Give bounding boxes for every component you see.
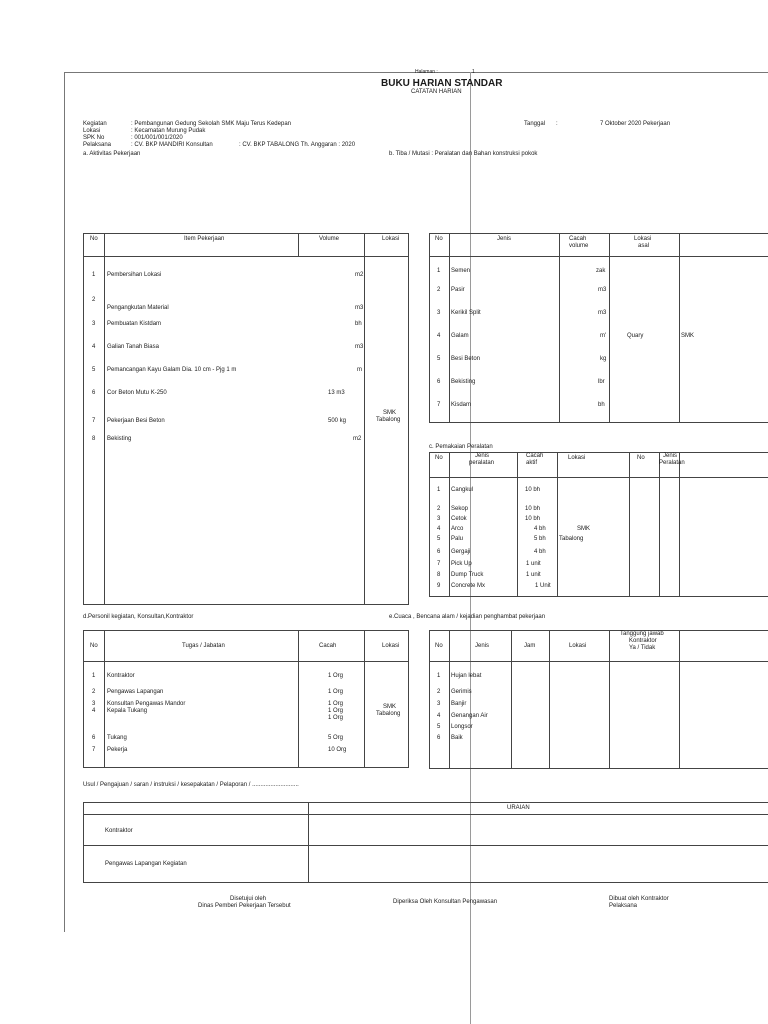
row-no: 8 — [437, 572, 441, 578]
row-jenis: Gerimis — [451, 689, 472, 695]
table-e-header-tanggung: Tanggung jawab — [620, 631, 664, 637]
uraian-pengawas: Pengawas Lapangan Kegiatan — [105, 861, 187, 867]
spk-value: : 001/001/001/2020 — [131, 135, 183, 141]
sign-middle: Diperiksa Oleh Konsultan Pengawasan — [393, 899, 498, 905]
row-unit: kg — [600, 356, 607, 362]
table-e-bottom — [429, 768, 768, 769]
table-d-col2 — [298, 630, 299, 768]
sign-left-1: Disetujui oleh — [230, 896, 267, 902]
table-b-header-volume: volume — [569, 243, 589, 249]
table-personil — [83, 630, 409, 768]
uraian-header: URAIAN — [507, 805, 530, 811]
row-no: 4 — [437, 713, 441, 719]
row-unit: m2 — [355, 272, 364, 278]
table-c-col5 — [659, 452, 660, 596]
halaman-value: 1 — [472, 69, 475, 75]
uraian-col — [308, 802, 309, 882]
table-e-header-no: No — [435, 643, 443, 649]
row-no: 4 — [92, 344, 96, 350]
row-cacah: 1 Org — [328, 708, 344, 714]
row-no: 7 — [92, 418, 96, 424]
row-unit: m3 — [598, 287, 607, 293]
row-no: 4 — [92, 708, 96, 714]
halaman-label: Halaman : — [415, 69, 438, 75]
row-tugas: Konsultan Pengawas Mandor — [107, 701, 186, 707]
table-a-header-volume: Volume — [319, 236, 340, 242]
row-item: Pembuatan Kistdam — [107, 321, 162, 327]
row-cacah: 1 Org — [328, 715, 344, 721]
row-volume: 13 m3 — [328, 390, 345, 396]
row-cacah: 1 Unit — [535, 583, 551, 589]
table-c-lokasi-2: Tabalong — [559, 536, 584, 542]
row-unit: m2 — [353, 436, 362, 442]
lokasi-label: Lokasi — [83, 128, 101, 134]
row-cacah: 1 Org — [328, 701, 344, 707]
row-jenis: Bekisting — [451, 379, 476, 385]
row-cacah: 1 unit — [526, 572, 541, 578]
table-a-header-item: Item Pekerjaan — [184, 236, 225, 242]
row-jenis: Pick Up — [451, 561, 472, 567]
table-b-col2 — [559, 233, 560, 422]
row-no: 6 — [92, 735, 96, 741]
table-b-header-cacah: Cacah — [569, 236, 587, 242]
table-c-col4 — [629, 452, 630, 596]
table-b-header-asal: asal — [638, 243, 650, 249]
row-tugas: Kontraktor — [107, 673, 135, 679]
table-a-col3 — [364, 233, 365, 605]
row-jenis: Kerikil Split — [451, 310, 481, 316]
uraian-kontraktor: Kontraktor — [105, 828, 133, 834]
sign-right-2: Pelaksana — [609, 903, 638, 909]
table-d-header-lokasi: Lokasi — [382, 643, 400, 649]
row-cacah: 5 Org — [328, 735, 344, 741]
page-title: BUKU HARIAN STANDAR — [381, 78, 503, 89]
table-e-header-jam: Jam — [524, 643, 536, 649]
section-d-title: d.Personil kegiatan, Konsultan,Kontraktor — [83, 614, 194, 620]
table-d-col1 — [104, 630, 105, 768]
table-c-col2 — [517, 452, 518, 596]
row-jenis: Cangkul — [451, 487, 474, 493]
row-unit: m3 — [355, 344, 364, 350]
table-c-header-cacah: Cacah — [526, 453, 544, 459]
table-e-header-ya-tidak: Ya / Tidak — [629, 645, 656, 651]
section-a-title: a. Aktivitas Pekerjaan — [83, 151, 141, 157]
row-item: Pemancangan Kayu Galam Dia. 10 cm - Pjg 1 m — [107, 367, 237, 373]
row-no: 4 — [437, 333, 441, 339]
row-no: 2 — [437, 287, 441, 293]
row-jenis: Baik — [451, 735, 463, 741]
pelaksana-value: : CV. BKP MANDIRI Konsultan — [131, 142, 213, 148]
row-cacah: 10 bh — [525, 506, 541, 512]
table-c-col3 — [557, 452, 558, 596]
uraian-mid-line — [83, 845, 768, 846]
row-no: 5 — [92, 367, 96, 373]
table-b-header-line — [429, 256, 768, 257]
table-c-header-aktif: aktif — [526, 460, 538, 466]
row-no: 1 — [437, 268, 441, 274]
row-jenis: Palu — [451, 536, 464, 542]
left-border — [64, 72, 65, 932]
usul-text: Usul / Pengajuan / saran / instruksi / kesepakatan / Pelaporan / ............................ — [83, 782, 299, 788]
row-no: 3 — [437, 701, 441, 707]
row-jenis: Longsor — [451, 724, 473, 730]
row-no: 4 — [437, 526, 441, 532]
table-b-header-lokasi: Lokasi — [634, 236, 652, 242]
row-cacah: 5 bh — [534, 536, 546, 542]
row-item: Bekisting — [107, 436, 132, 442]
row-unit: bh — [355, 321, 362, 327]
row-volume: 500 kg — [328, 418, 347, 424]
table-a-lokasi-1: SMK — [383, 410, 397, 416]
row-no: 6 — [437, 735, 441, 741]
table-a-lokasi-2: Tabalong — [376, 417, 401, 423]
pelaksana-label: Pelaksana — [83, 142, 112, 148]
table-b-header-no: No — [435, 236, 443, 242]
table-c-header-no-2: No — [637, 455, 645, 461]
row-tugas: Pekerja — [107, 747, 128, 753]
section-e-title: e.Cuaca , Bencana alam / kejadian penghambat pekerjaan — [389, 614, 546, 620]
spk-label: SPK No — [83, 135, 105, 141]
row-no: 6 — [92, 390, 96, 396]
table-e-header-jenis: Jenis — [475, 643, 490, 649]
row-item: Cor Beton Mutu K-250 — [107, 390, 167, 396]
row-no: 5 — [437, 356, 441, 362]
table-b-extra: SMK — [681, 333, 695, 339]
row-jenis: Kisdam — [451, 402, 472, 408]
section-b-title: b. Tiba / Mutasi : Peralatan dan Bahan konstruksi pokok — [389, 151, 538, 157]
table-a-col1 — [104, 233, 105, 605]
row-no: 6 — [437, 379, 441, 385]
row-tugas: Tukang — [107, 735, 127, 741]
konsultan-value: : CV. BKP TABALONG Th. Anggaran : 2020 — [239, 142, 356, 148]
row-no: 7 — [437, 561, 441, 567]
row-no: 7 — [437, 402, 441, 408]
row-tugas: Pengawas Lapangan — [107, 689, 164, 695]
row-jenis: Sekop — [451, 506, 469, 512]
uraian-header-line — [83, 814, 768, 815]
table-d-header-tugas: Tugas / Jabatan — [182, 643, 225, 649]
row-jenis: Pasir — [451, 287, 465, 293]
row-cacah: 1 Org — [328, 673, 344, 679]
table-e-col5 — [679, 630, 680, 768]
row-jenis: Galam — [451, 333, 469, 339]
row-cacah: 4 bh — [534, 526, 546, 532]
row-jenis: Genangan Air — [451, 713, 488, 719]
table-b-left — [429, 233, 430, 422]
row-no: 6 — [437, 549, 441, 555]
row-unit: lbr — [598, 379, 605, 385]
table-c-header-peralatan: peralatan — [469, 460, 495, 466]
row-no: 2 — [437, 506, 441, 512]
row-unit: zak — [596, 268, 606, 274]
table-c-header-jenis: Jenis — [475, 453, 490, 459]
row-cacah: 4 bh — [534, 549, 546, 555]
row-item: Pekerjaan Besi Beton — [107, 418, 165, 424]
sign-right-1: Dibuat oleh Kontraktor — [609, 896, 669, 902]
row-cacah: 10 bh — [525, 487, 541, 493]
row-no: 3 — [437, 516, 441, 522]
table-a-header-no: No — [90, 236, 98, 242]
row-no: 1 — [437, 673, 441, 679]
row-cacah: 1 Org — [328, 689, 344, 695]
table-c-header-peralatan-2: Peralatan — [659, 460, 685, 466]
kegiatan-label: Kegiatan — [83, 121, 107, 127]
row-no: 5 — [437, 536, 441, 542]
table-b-asal: Quary — [627, 333, 644, 339]
row-unit: m' — [600, 333, 607, 339]
tanggal-label: Tanggal — [524, 121, 546, 127]
row-no: 5 — [437, 724, 441, 730]
row-jenis: Gergaji — [451, 549, 471, 555]
table-e-col2 — [511, 630, 512, 768]
table-d-lokasi-1: SMK — [383, 704, 397, 710]
row-item: Pengangkutan Material — [107, 305, 169, 311]
table-c-lokasi-1: SMK — [577, 526, 591, 532]
row-jenis: Semen — [451, 268, 471, 274]
table-e-top — [429, 630, 768, 631]
row-cacah: 10 bh — [525, 516, 541, 522]
table-e-col1 — [449, 630, 450, 768]
table-d-header-no: No — [90, 643, 98, 649]
table-b-bottom — [429, 422, 768, 423]
table-a-header-lokasi: Lokasi — [382, 236, 400, 242]
table-d-header-cacah: Cacah — [319, 643, 337, 649]
row-unit: m3 — [355, 305, 364, 311]
row-no: 1 — [92, 673, 96, 679]
row-jenis: Banjir — [451, 701, 467, 707]
table-b-col3 — [609, 233, 610, 422]
row-cacah: 10 Org — [328, 747, 347, 753]
row-jenis: Arco — [451, 526, 464, 532]
lokasi-value: : Kecamatan Murung Pudak — [131, 128, 206, 134]
table-c-header-line — [429, 477, 768, 478]
kegiatan-value: : Pembangunan Gedung Sekolah SMK Maju Terus Kedepan — [131, 121, 291, 127]
table-a-col2 — [298, 233, 299, 256]
row-jenis: Concrete Mx — [451, 583, 486, 589]
table-c-header-no: No — [435, 455, 443, 461]
tanggal-colon: : — [556, 121, 558, 127]
table-b-header-jenis: Jenis — [497, 236, 512, 242]
row-unit: bh — [598, 402, 605, 408]
section-c-title: c. Pemakaian Peralatan — [429, 444, 493, 450]
row-item: Pembersihan Lokasi — [107, 272, 162, 278]
table-e-col4 — [609, 630, 610, 768]
row-unit: m — [357, 367, 362, 373]
uraian-bottom — [83, 882, 768, 883]
uraian-top — [83, 802, 768, 803]
table-d-header-line — [83, 661, 409, 662]
row-tugas: Kepala Tukang — [107, 708, 148, 714]
table-e-header-line — [429, 661, 768, 662]
uraian-left — [83, 802, 84, 882]
table-e-header-lokasi: Lokasi — [569, 643, 587, 649]
row-jenis: Dump Truck — [451, 572, 484, 578]
row-no: 3 — [437, 310, 441, 316]
row-jenis: Besi Beton — [451, 356, 481, 362]
table-e-left — [429, 630, 430, 768]
row-no: 7 — [92, 747, 96, 753]
row-no: 2 — [437, 689, 441, 695]
row-no: 3 — [92, 701, 96, 707]
table-b-col4 — [679, 233, 680, 422]
row-no: 1 — [437, 487, 441, 493]
table-c-col1 — [449, 452, 450, 596]
table-b-top — [429, 233, 768, 234]
table-d-col3 — [364, 630, 365, 768]
table-c-header-jenis-2: Jenis — [663, 453, 678, 459]
row-item: Galian Tanah Biasa — [107, 344, 159, 350]
table-c-col6 — [679, 452, 680, 596]
row-no: 1 — [92, 272, 96, 278]
row-jenis: Cetok — [451, 516, 467, 522]
row-no: 2 — [92, 297, 96, 303]
table-d-lokasi-2: Tabalong — [376, 711, 401, 717]
table-c-bottom — [429, 596, 768, 597]
table-c-header-lokasi: Lokasi — [568, 455, 586, 461]
row-no: 9 — [437, 583, 441, 589]
row-unit: m3 — [598, 310, 607, 316]
row-no: 2 — [92, 689, 96, 695]
table-e-col3 — [549, 630, 550, 768]
row-jenis: Hujan lebat — [451, 673, 482, 679]
table-e-header-kontraktor: Kontraktor — [629, 638, 657, 644]
row-no: 8 — [92, 436, 96, 442]
row-cacah: 1 unit — [526, 561, 541, 567]
table-b-col1 — [449, 233, 450, 422]
page-subtitle: CATATAN HARIAN — [411, 89, 462, 95]
table-c-left — [429, 452, 430, 596]
table-a-header-line — [83, 256, 409, 257]
tanggal-value: 7 Oktober 2020 Pekerjaan — [600, 121, 671, 127]
row-no: 3 — [92, 321, 96, 327]
sign-left-2: Dinas Pemberi Pekerjaan Tersebut — [198, 903, 291, 909]
